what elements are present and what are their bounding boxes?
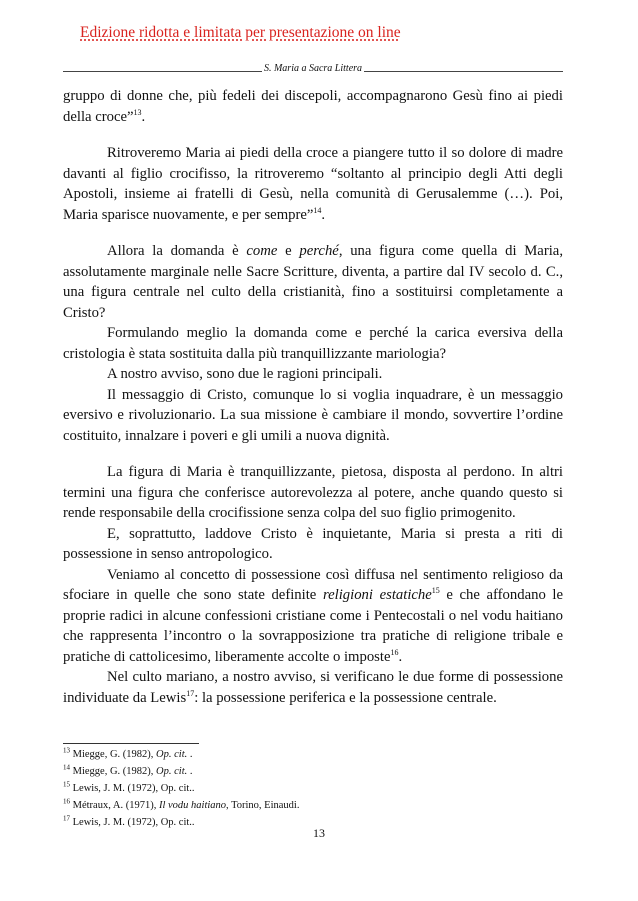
running-header-title: S. Maria a Sacra Littera	[263, 63, 363, 74]
paragraph	[63, 462, 563, 524]
text-run: gruppo di donne che, più fedeli dei discepoli, accompagnarono Gesù fino ai piedi della croce”	[63, 88, 563, 125]
text-run: Lewis, J. M. (1972), Op. cit..	[70, 783, 195, 794]
text-run: e	[277, 243, 300, 259]
header-rule-right	[364, 71, 563, 72]
header-rule-left	[63, 71, 262, 72]
footnote-number: 15	[63, 780, 70, 789]
text-run: : la possessione periferica e la possessione centrale.	[194, 689, 497, 706]
text-run: .	[321, 206, 326, 223]
text-run: Métraux, A. (1971),	[70, 800, 159, 811]
text-run: , Torino, Einaudi.	[226, 800, 300, 811]
footnote-separator	[63, 743, 199, 744]
page-number: 13	[313, 826, 325, 840]
text-run: e che affondano le proprie radici in alcune confessioni cristiane come i Pentecostali o nel vodu haitiano che rappresenta l’incontro o la sovrapposizione tra pratiche di religione tribale e pratiche di cattolicesimo, liberamente accolte o imposte	[63, 587, 563, 665]
footnote-ref: 16	[390, 647, 399, 657]
footnote-number: 13	[63, 746, 70, 755]
body-text	[63, 86, 563, 708]
text-run: A nostro avviso, sono due le ragioni principali.	[107, 366, 383, 382]
paragraph	[63, 364, 563, 385]
text-run: .	[187, 749, 193, 760]
footnote-number: 14	[63, 763, 70, 772]
text-run: Formulando meglio la domanda come e perché la carica eversiva della cristologia è stata sostituita dalla più tranquillizzante mariologia?	[63, 325, 563, 362]
footnote-ref: 15	[431, 586, 440, 596]
footnote-number: 17	[63, 814, 70, 823]
presentation-banner: Edizione ridotta e limitata per presentazione on line	[80, 24, 401, 41]
footnote-ref: 13	[133, 107, 142, 117]
footnote	[63, 780, 563, 797]
text-run: Miegge, G. (1982),	[70, 749, 157, 760]
italic-text: religioni estatiche	[322, 587, 432, 603]
paragraph	[63, 667, 563, 708]
text-run: Allora la domanda è	[107, 243, 247, 259]
text-run: Veniamo al concetto di possessione così diffusa nel sentimento religioso da sfociare in quelle che sono state definite	[63, 566, 563, 603]
italic-text: Il vodu haitiano	[158, 800, 227, 811]
running-header	[63, 60, 563, 74]
italic-text: come	[246, 243, 278, 259]
text-run: Nel culto mariano, a nostro avviso, si verificano le due forme di possessione individuate da Lewis	[63, 669, 563, 706]
text-run: Ritroveremo Maria ai piedi della croce a piangere tutto il so dolore di madre davanti al figlio crocifisso, la ritroveremo “soltanto al principio degli Atti degli Apostoli, insieme ai fratelli di Gesù, nella comunità di Gerusalemme (…). Poi, Maria sparisce nuovamente, e per sempre”	[63, 145, 563, 223]
paragraph	[63, 143, 563, 225]
text-run: , una figura come quella di Maria, assolutamente marginale nelle Sacre Scritture, diventa, a partire dal IV secolo d. C., una figura centrale nel culto della cristianità, fino a sostituirsi completamente a Cristo?	[63, 243, 563, 321]
italic-text: Op. cit.	[156, 749, 188, 760]
footnote-number: 16	[63, 797, 70, 806]
paragraph	[63, 524, 563, 565]
footnote-ref: 14	[313, 205, 322, 215]
paragraph	[63, 565, 563, 668]
footnote	[63, 763, 563, 780]
text-run: Lewis, J. M. (1972), Op. cit..	[70, 817, 195, 828]
paragraph	[63, 86, 563, 127]
paragraph	[63, 241, 563, 323]
text-run: La figura di Maria è tranquillizzante, pietosa, disposta al perdono. In altri termini una figura che conferisce autorevolezza al potere, anche quando questo si rende responsabile della crocifissione senza colpa del suo figlio primogenito.	[63, 464, 563, 521]
footnote-ref: 17	[186, 688, 195, 698]
text-run: .	[398, 648, 403, 665]
footnote	[63, 797, 563, 814]
footnote	[63, 746, 563, 763]
paragraph	[63, 385, 563, 447]
paragraph	[63, 323, 563, 364]
italic-text: perché	[299, 243, 339, 259]
footnotes	[63, 746, 563, 831]
text-run: Il messaggio di Cristo, comunque lo si voglia inquadrare, è un messaggio eversivo e rivoluzionario. La sua missione è cambiare il mondo, sovvertire l’ordine costituito, innalzare i poveri e gli umili a nuova dignità.	[63, 386, 563, 444]
text-run: E, soprattutto, laddove Cristo è inquietante, Maria si presta a riti di possessione in senso antropologico.	[63, 525, 563, 562]
text-run: Miegge, G. (1982),	[70, 766, 157, 777]
italic-text: Op. cit.	[156, 766, 188, 777]
text-run: .	[141, 108, 146, 125]
text-run: .	[187, 766, 193, 777]
